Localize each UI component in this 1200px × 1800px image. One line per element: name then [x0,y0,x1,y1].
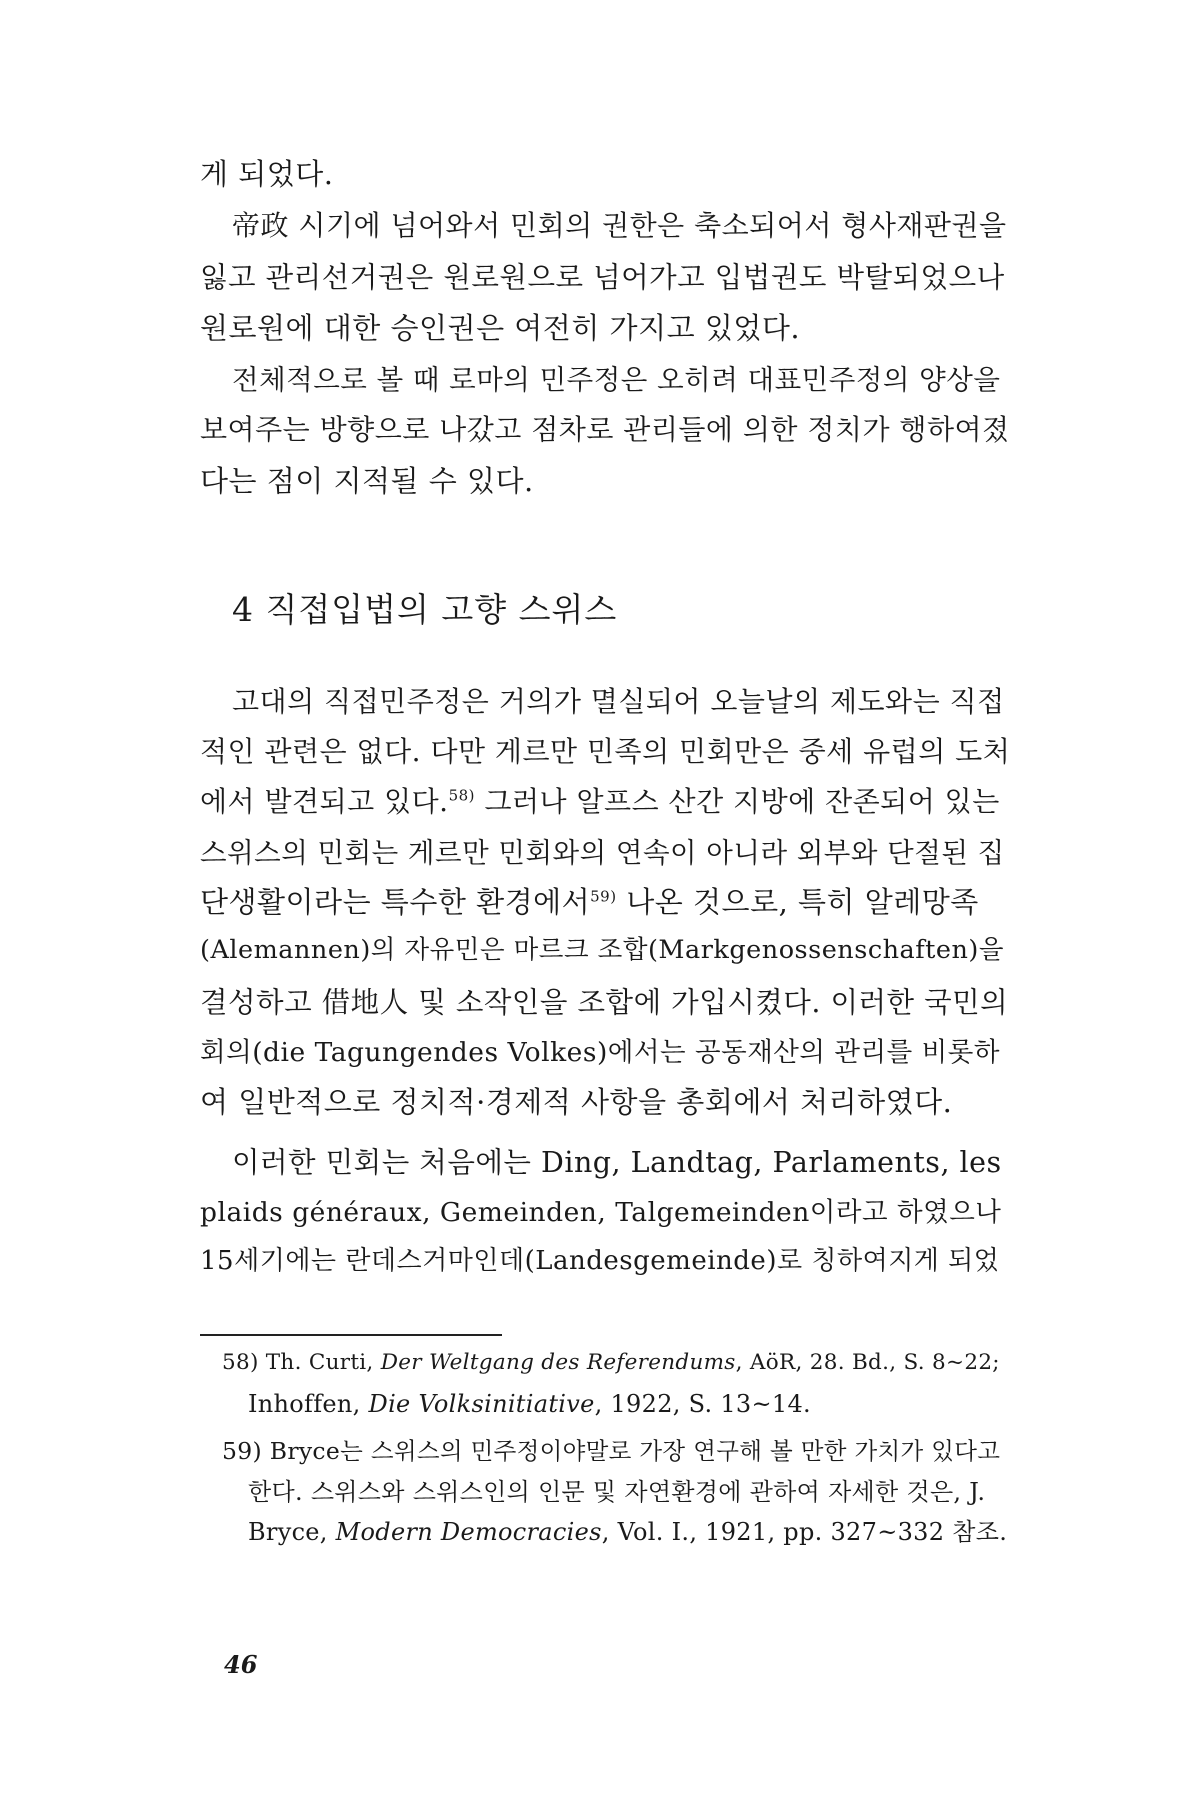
body-line: plaids généraux, Gemeinden, Talgemeinden이라고 하였으나 [200,1197,1002,1228]
citation-title: Der Weltgang des Referendums [380,1350,736,1375]
body-line: 회의(die Tagungendes Volkes)에서는 공동재산의 관리를 비롯하 [200,1037,1000,1068]
text-span: 에서 발견되고 있다. [200,785,449,818]
body-line: 帝政 시기에 넘어와서 민회의 권한은 축소되어서 형사재판권을 [232,209,1007,242]
footnote-ref-58[interactable]: 58) [448,786,476,805]
citation-title: Modern Democracies [335,1518,602,1546]
body-line [200,780,1000,820]
text-span: , Vol. I., 1921, pp. 327~332 참조. [601,1518,1008,1546]
footnote-59 [222,1432,1000,1466]
body-line: 전체적으로 볼 때 로마의 민주정은 오히려 대표민주정의 양상을 [232,364,1001,396]
footnote-marker: 59) [222,1437,262,1465]
footnote-ref-59[interactable]: 59) [590,887,617,906]
body-line: (Alemannen)의 자유민은 마르크 조합(Markgenossenschaften)을 [200,935,1005,965]
footnote-divider [200,1334,502,1336]
text-span: , 1922, S. 13~14. [594,1390,811,1418]
text-span: 그러나 알프스 산간 지방에 잔존되어 있는 [475,785,1000,818]
body-line [200,880,979,921]
footnote-marker: 58) [222,1350,259,1375]
text-span: 단생활이라는 특수한 환경에서 [200,885,591,919]
body-line: 고대의 직접민주정은 거의가 멸실되어 오늘날의 제도와는 직접 [232,685,1005,718]
body-line: 스위스의 민회는 게르만 민회와의 연속이 아니라 외부와 단절된 집 [200,837,1005,869]
text-span: 나온 것으로, 특히 알레망족 [616,885,979,919]
body-line: 15세기에는 란데스거마인데(Landesgemeinde)로 칭하여지게 되었 [200,1246,1000,1276]
body-line: 게 되었다. [200,157,334,191]
body-line: 다는 점이 지적될 수 있다. [200,464,534,498]
body-line: 원로원에 대한 승인권은 여전히 가지고 있었다. [200,311,801,345]
body-line: 잃고 관리선거권은 원로원으로 넘어가고 입법권도 박탈되었으나 [200,261,1005,294]
footnote-58 [222,1350,1000,1375]
body-line: 결성하고 借地人 및 소작인을 조합에 가입시켰다. 이러한 국민의 [200,986,1009,1019]
footnote-59-cont: 한다. 스위스와 스위스인의 인문 및 자연환경에 관하여 자세한 것은, J. [248,1478,986,1506]
footnote-58-cont [248,1390,811,1418]
text-span: , AöR, 28. Bd., S. 8~22; [735,1350,1000,1375]
body-line: 보여주는 방향으로 나갔고 점차로 관리들에 의한 정치가 행하여졌 [200,413,1010,446]
text-span: Bryce는 스위스의 민주정이야말로 가장 연구해 볼 만한 가치가 있다고 [261,1437,1001,1465]
text-span: Th. Curti, [258,1350,381,1375]
body-line: 적인 관련은 없다. 다만 게르만 민족의 민회만은 중세 유럽의 도처 [200,735,1011,768]
body-line: 이러한 민회는 처음에는 Ding, Landtag, Parlaments, les [232,1146,1002,1179]
citation-title: Die Volksinitiative [368,1390,595,1418]
page-number: 46 [224,1650,258,1679]
text-span: Inhoffen, [248,1390,369,1418]
footnote-59-cont [248,1512,1007,1547]
section-heading: 4 직접입법의 고향 스위스 [232,590,618,629]
text-span: Bryce, [248,1518,336,1546]
body-line: 여 일반적으로 정치적·경제적 사항을 총회에서 처리하였다. [200,1085,953,1119]
